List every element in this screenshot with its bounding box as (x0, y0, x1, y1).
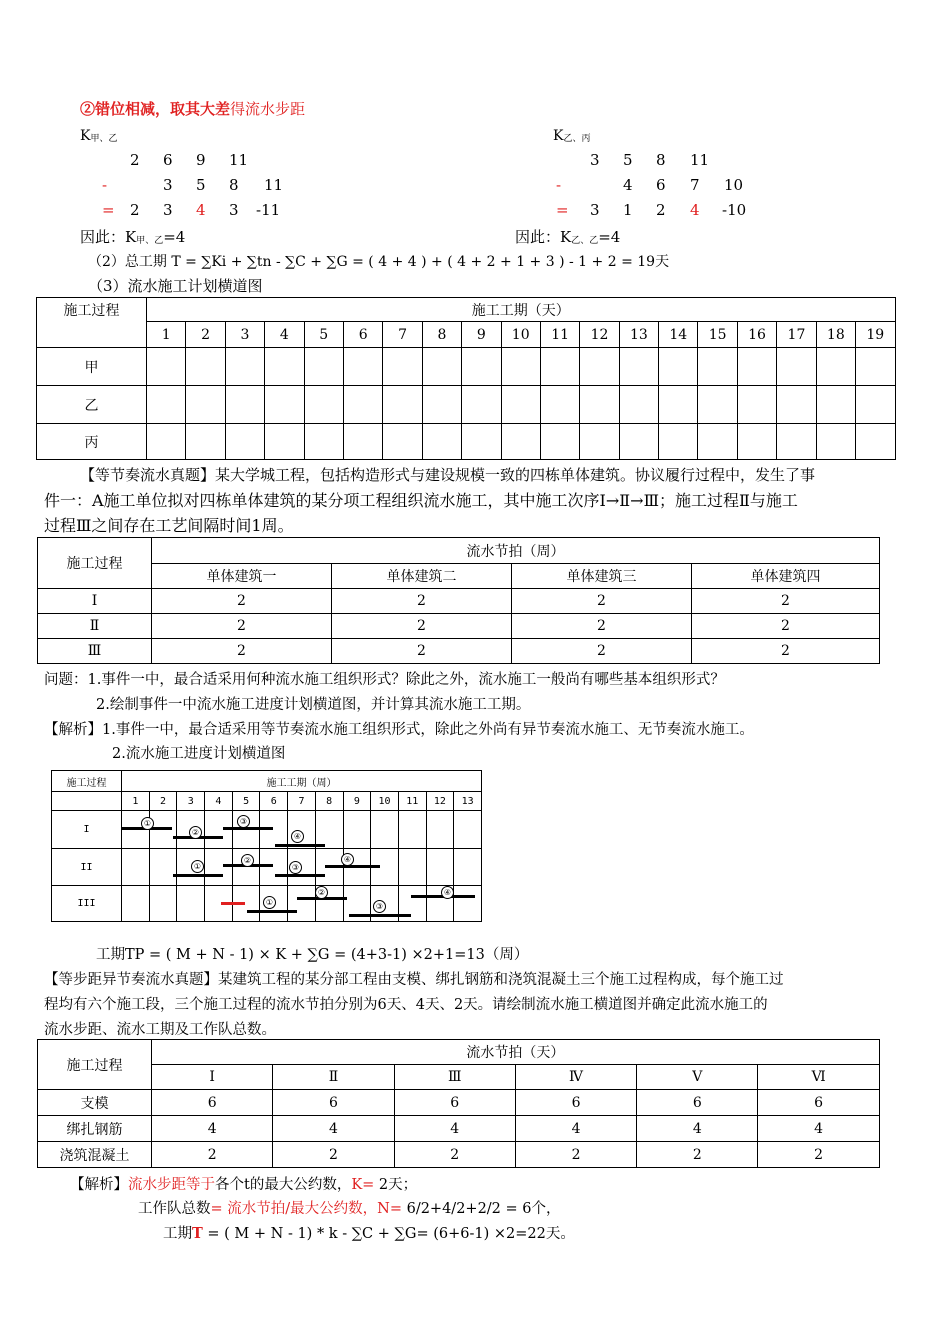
value: 11 (690, 151, 710, 169)
week-cell: 13 (454, 792, 482, 811)
bar-label: ② (315, 886, 328, 899)
cell: 2 (692, 589, 880, 614)
bar-II-4 (325, 865, 380, 868)
q3-line2: 程均有六个施工段，三个施工过程的流水节拍分别为6天、4天、2天。请绘制流水施工横道图并确定此流水施工的 (44, 997, 768, 1013)
value: 3 (590, 201, 600, 219)
cell: 2 (394, 1142, 515, 1168)
week-cell: 7 (288, 792, 316, 811)
building-header: 单体建筑四 (692, 564, 880, 589)
value: 3 (163, 176, 173, 194)
building-header: 单体建筑二 (332, 564, 512, 589)
segment-header: Ⅱ (273, 1065, 394, 1090)
answer-2: 2.流水施工进度计划横道图 (112, 746, 286, 762)
header-process: 施工过程 (38, 538, 152, 589)
cell: 6 (152, 1090, 273, 1116)
q1-line3: 过程Ⅲ之间存在工艺间隔时间1周。 (44, 516, 294, 535)
table-row (38, 614, 880, 639)
cell: 2 (332, 639, 512, 664)
row-label: II (52, 849, 122, 886)
cell: 6 (394, 1090, 515, 1116)
cell: 2 (637, 1142, 758, 1168)
row-label: 丙 (37, 424, 147, 460)
value: 5 (196, 176, 206, 194)
table-row (37, 424, 896, 460)
cell: 2 (512, 589, 692, 614)
conclusion-left: 因此：K甲、乙=4 (80, 228, 186, 246)
segment-header: Ⅴ (637, 1065, 758, 1090)
header-process: 施工过程 (38, 1040, 152, 1090)
week-cell: 10 (371, 792, 399, 811)
week-cell: 3 (177, 792, 205, 811)
a3-period: 工期T = ( M + N - 1) * k - ∑C + ∑G= (6+6-1) ×2=22天。 (163, 1225, 575, 1242)
day-cell: 4 (265, 322, 304, 348)
q2-period-formula: 工期TP = ( M + N - 1) × K + ∑G = (4+3-1) ×2+1=13（周） (96, 947, 529, 963)
day-header-row (37, 322, 896, 348)
day-cell: 16 (737, 322, 776, 348)
bar-III-3 (349, 914, 411, 917)
week-cell: 9 (343, 792, 371, 811)
q1-line1: 【等节奏流水真题】某大学城工程，包括构造形式与建设规模一致的四栋单体建筑。协议履行过程中，发生了事 (80, 466, 816, 484)
gantt-table-days (36, 297, 896, 460)
table-row (38, 1116, 880, 1142)
row-label: 支模 (38, 1090, 152, 1116)
question-1: 问题：1.事件一中，最合适采用何种流水施工组织形式？除此之外，流水施工一般尚有哪些基本组织形式？ (44, 672, 725, 688)
week-cell: 4 (205, 792, 233, 811)
q3-line1: 【等步距异节奏流水真题】某建筑工程的某分部工程由支模、绑扎钢筋和浇筑混凝土三个施工过程构成，每个施工过 (44, 972, 784, 988)
cell: 2 (152, 589, 332, 614)
value: 11 (264, 176, 284, 194)
bar-label: ③ (373, 900, 386, 913)
value: 2 (130, 151, 140, 169)
bar-label: ② (241, 854, 254, 867)
cell: 6 (273, 1090, 394, 1116)
day-cell: 3 (225, 322, 264, 348)
bar-I-4 (275, 844, 325, 847)
week-cell: 2 (149, 792, 177, 811)
segment-header: Ⅰ (152, 1065, 273, 1090)
cell: 4 (515, 1116, 636, 1142)
row-label: 绑扎钢筋 (38, 1116, 152, 1142)
cell: 2 (273, 1142, 394, 1168)
cell: 6 (637, 1090, 758, 1116)
section-heading: ②错位相减，取其大差得流水步距 (80, 100, 306, 118)
row-label: 甲 (37, 348, 147, 386)
gantt-chart-weeks (51, 770, 481, 923)
segment-header: Ⅲ (394, 1065, 515, 1090)
day-cell: 6 (343, 322, 382, 348)
bar-label: ④ (291, 830, 304, 843)
answer-1: 【解析】1.事件一中，最合适采用等节奏流水施工组织形式，除此之外尚有异节奏流水施工、无节奏流水施工。 (44, 722, 754, 738)
value: 2 (656, 201, 666, 219)
header-beat: 流水节拍（天） (152, 1040, 880, 1065)
value: 4 (623, 176, 633, 194)
q1-line2: 件一：A施工单位拟对四栋单体建筑的某分项工程组织流水施工，其中施工次序Ⅰ→Ⅱ→Ⅲ；施工过程Ⅱ与施工 (44, 491, 798, 510)
cell: 4 (394, 1116, 515, 1142)
table-row (38, 1142, 880, 1168)
cell: 6 (758, 1090, 879, 1116)
bar-II-3 (275, 874, 325, 877)
value: 8 (656, 151, 666, 169)
beat-table-days (37, 1039, 880, 1168)
segment-header: Ⅵ (758, 1065, 879, 1090)
cell: 4 (758, 1116, 879, 1142)
day-cell: 15 (698, 322, 737, 348)
cell: 2 (512, 639, 692, 664)
row-label: III (52, 886, 122, 922)
bar-label: ① (263, 896, 276, 909)
day-cell: 18 (816, 322, 855, 348)
cell: 2 (692, 614, 880, 639)
table-row (38, 639, 880, 664)
value: 6 (656, 176, 666, 194)
value: 10 (724, 176, 744, 194)
cell: 2 (515, 1142, 636, 1168)
op: - (556, 176, 562, 194)
day-cell: 7 (383, 322, 422, 348)
value: -11 (256, 201, 281, 219)
building-header: 单体建筑三 (512, 564, 692, 589)
bar-label: ① (191, 860, 204, 873)
day-cell: 19 (856, 322, 896, 348)
row-label: Ⅲ (38, 639, 152, 664)
value: 2 (130, 201, 140, 219)
beat-table-weeks (37, 537, 880, 664)
row-label: Ⅱ (38, 614, 152, 639)
bar-III-1 (247, 910, 297, 913)
bar-label: ④ (441, 886, 454, 899)
bar-label: ① (141, 817, 154, 830)
plan-title: （3）流水施工计划横道图 (88, 277, 263, 295)
cell: 2 (152, 614, 332, 639)
a3-team: 工作队总数= 流水节拍/最大公约数，N= 6/2+4/2+2/2 = 6个， (138, 1201, 561, 1217)
header-period: 施工工期（周） (122, 771, 482, 792)
cell: 2 (152, 1142, 273, 1168)
table-row (37, 386, 896, 424)
op: = (556, 201, 569, 219)
value: 3 (590, 151, 600, 169)
k-yi-bing-label: K乙、丙 (553, 128, 591, 144)
op: = (102, 201, 115, 219)
day-cell: 1 (147, 322, 186, 348)
value: 5 (623, 151, 633, 169)
day-cell: 9 (462, 322, 501, 348)
table-row (38, 589, 880, 614)
cell: 2 (332, 614, 512, 639)
value: 11 (229, 151, 249, 169)
cell: 2 (152, 639, 332, 664)
cell: 2 (758, 1142, 879, 1168)
building-header: 单体建筑一 (152, 564, 332, 589)
value: 1 (623, 201, 633, 219)
cell: 2 (332, 589, 512, 614)
value-max: 4 (196, 201, 206, 219)
row-label: I (52, 811, 122, 849)
value-max: 4 (690, 201, 700, 219)
bar-II-1 (173, 874, 223, 877)
cell: 4 (273, 1116, 394, 1142)
total-period-formula: （2）总工期 T = ∑Ki + ∑tn - ∑C + ∑G = ( 4 + 4 ) + ( 4 + 2 + 1 + 3 ) - 1 + 2 = 19天 (88, 254, 670, 270)
day-cell: 2 (186, 322, 225, 348)
day-cell: 17 (777, 322, 816, 348)
day-cell: 8 (422, 322, 461, 348)
conclusion-right: 因此：K乙、乙=4 (515, 228, 621, 246)
value: 6 (163, 151, 173, 169)
day-cell: 14 (659, 322, 698, 348)
week-cell: 5 (232, 792, 260, 811)
bar-label: ② (189, 826, 202, 839)
value: 8 (229, 176, 239, 194)
header-process: 施工过程 (52, 771, 122, 792)
header-process: 施工过程 (37, 298, 147, 322)
interval-bar (221, 902, 245, 905)
cell: 2 (512, 614, 692, 639)
row-label: 浇筑混凝土 (38, 1142, 152, 1168)
week-cell: 8 (315, 792, 343, 811)
segment-header: Ⅳ (515, 1065, 636, 1090)
op: - (102, 176, 108, 194)
bar-I-3 (223, 827, 273, 830)
cell: 2 (692, 639, 880, 664)
row-label: 乙 (37, 386, 147, 424)
bar-label: ③ (237, 815, 250, 828)
header-period: 施工工期（天） (147, 298, 896, 322)
day-cell: 12 (580, 322, 619, 348)
cell: 4 (637, 1116, 758, 1142)
value: 3 (229, 201, 239, 219)
day-cell: 11 (540, 322, 579, 348)
table-row (38, 1090, 880, 1116)
bar-label: ③ (289, 861, 302, 874)
week-cell: 1 (122, 792, 150, 811)
row-label: Ⅰ (38, 589, 152, 614)
day-cell: 10 (501, 322, 540, 348)
cell: 4 (152, 1116, 273, 1142)
value: 9 (196, 151, 206, 169)
value: 7 (690, 176, 700, 194)
a3-step: 【解析】流水步距等于各个t的最大公约数，K= 2天； (70, 1177, 418, 1193)
day-cell: 5 (304, 322, 343, 348)
question-2: 2.绘制事件一中流水施工进度计划横道图，并计算其流水施工工期。 (96, 697, 531, 713)
header-beat: 流水节拍（周） (152, 538, 880, 564)
cell: 6 (515, 1090, 636, 1116)
bar-label: ④ (341, 853, 354, 866)
table-row (37, 348, 896, 386)
value: -10 (722, 201, 747, 219)
blank-cell (37, 322, 147, 348)
k-jia-yi-label: K甲、乙 (80, 128, 118, 144)
week-cell: 12 (426, 792, 454, 811)
day-cell: 13 (619, 322, 658, 348)
value: 3 (163, 201, 173, 219)
week-cell: 6 (260, 792, 288, 811)
week-cell: 11 (398, 792, 426, 811)
q3-line3: 流水步距、流水工期及工作队总数。 (44, 1022, 276, 1038)
